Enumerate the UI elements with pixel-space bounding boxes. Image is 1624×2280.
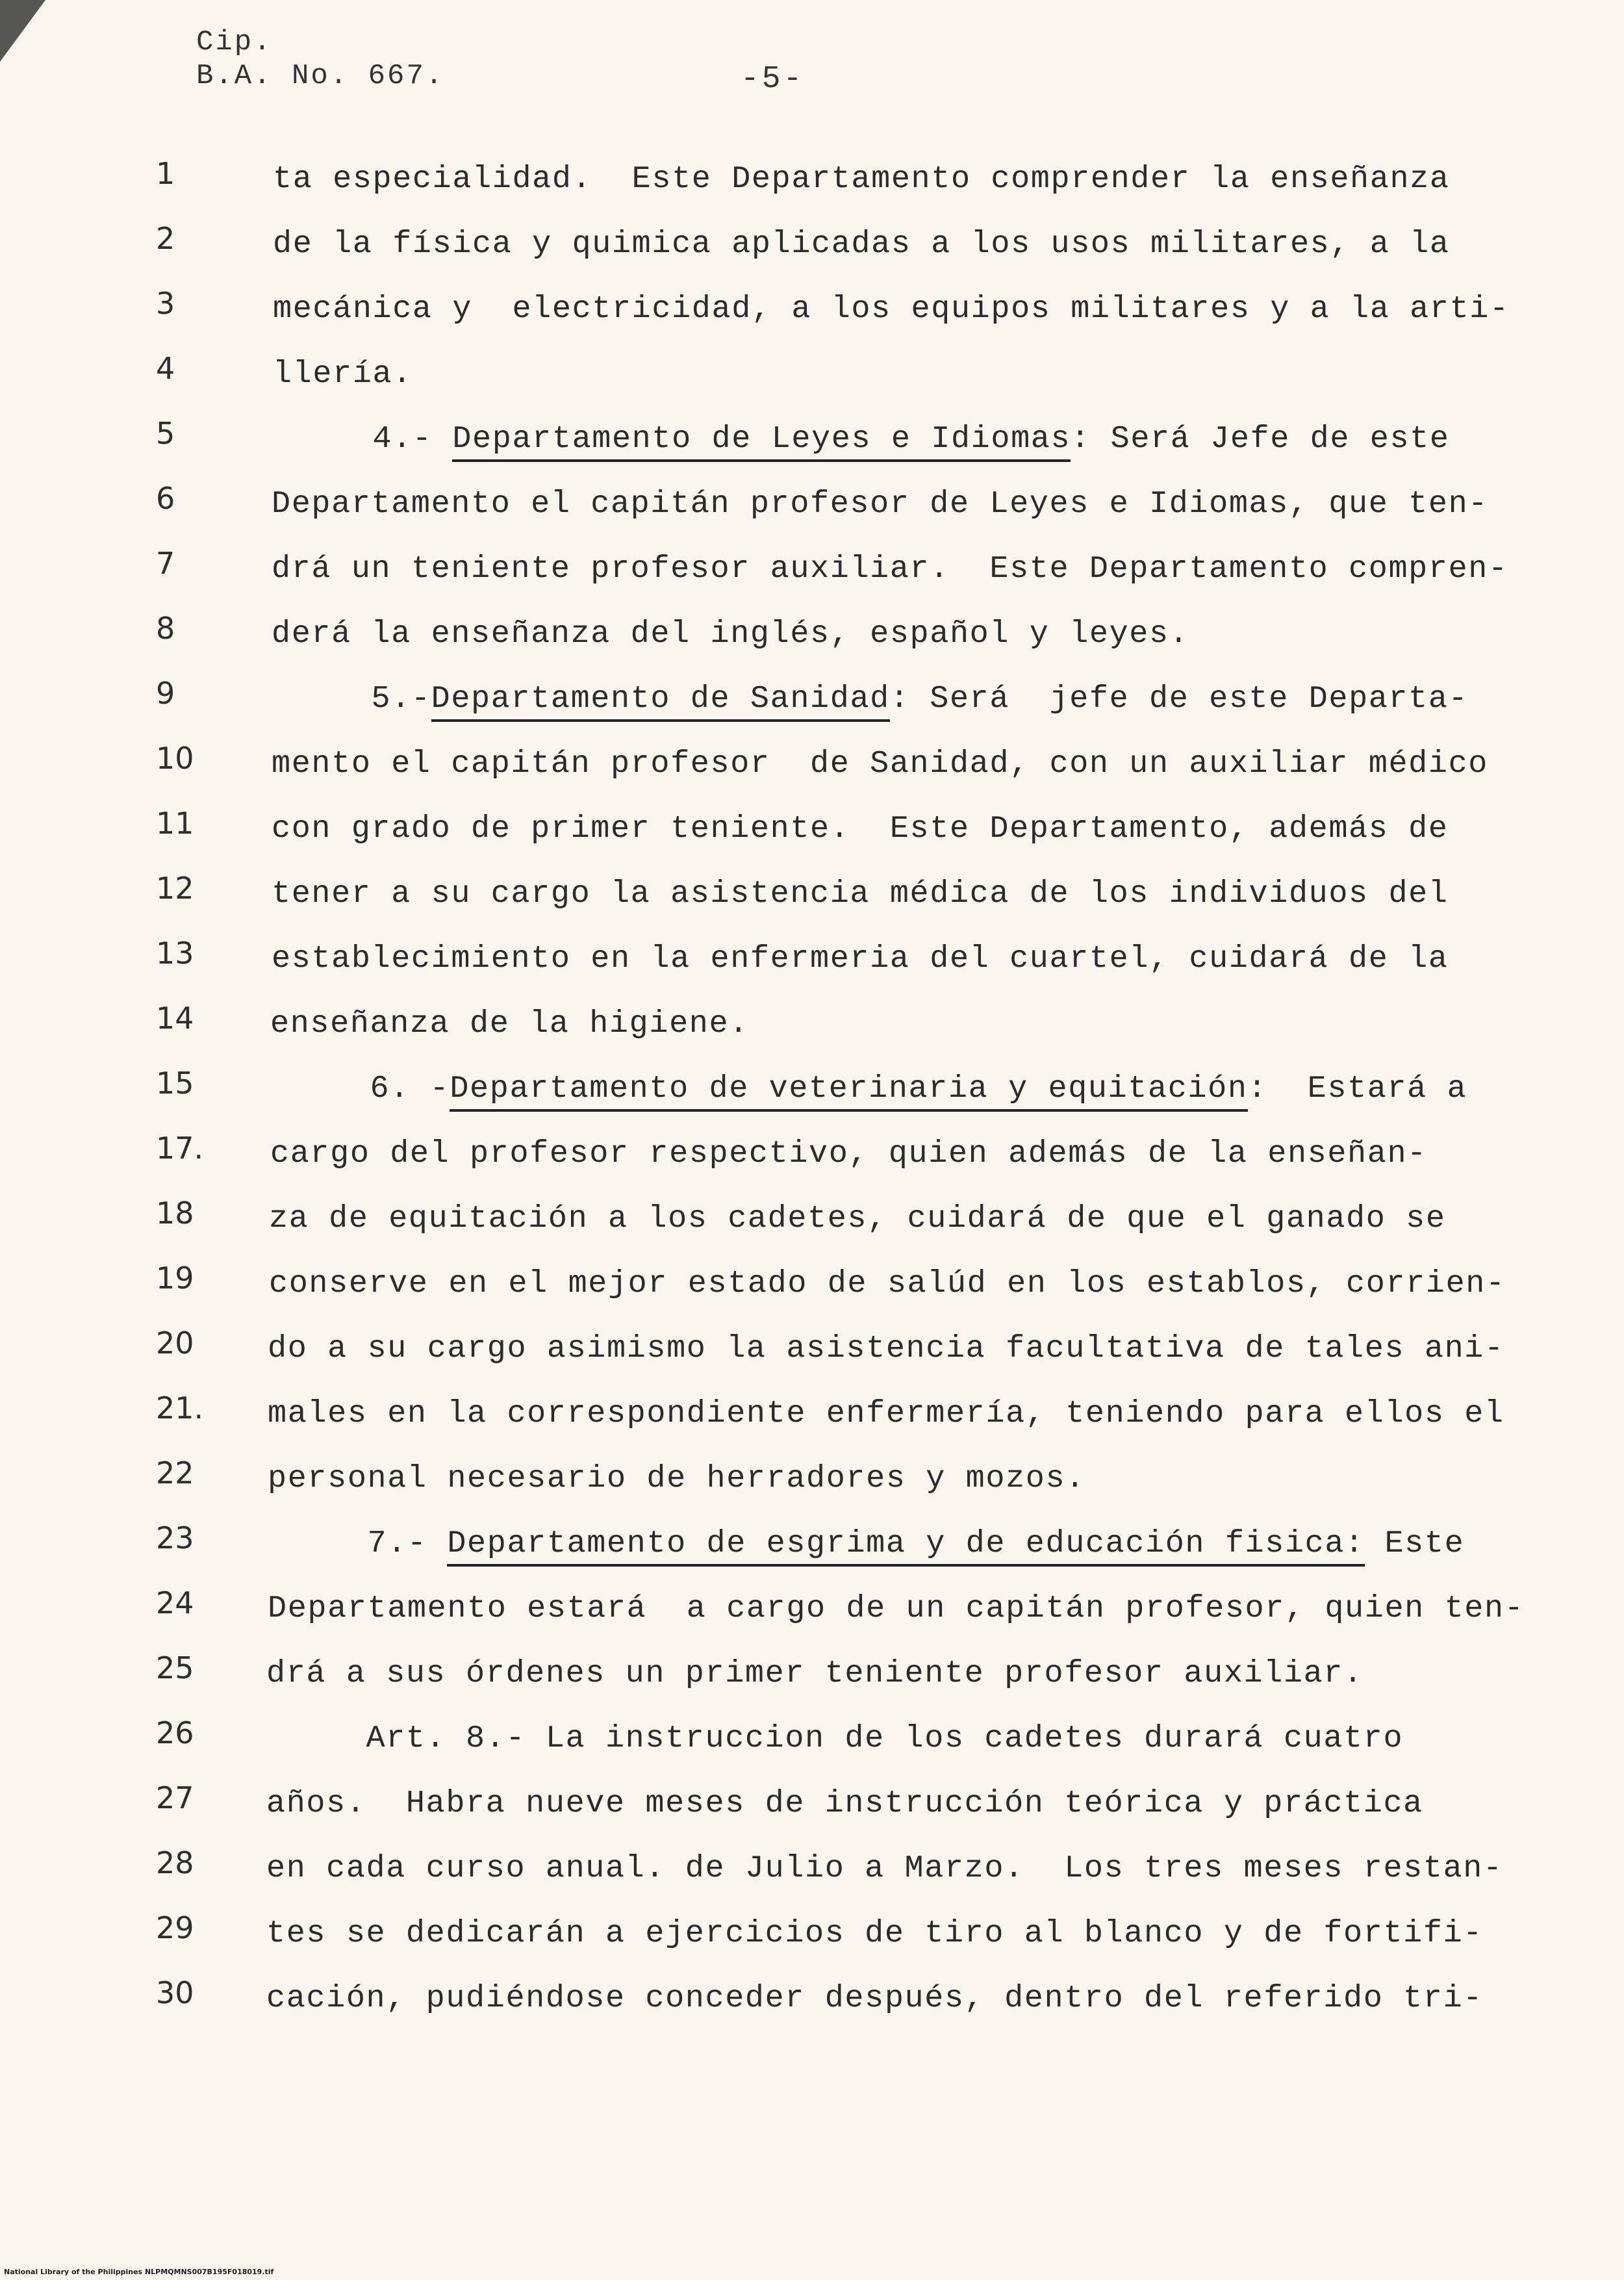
section-number: 7.- [268, 1526, 448, 1561]
line-text: mecánica y electricidad, a los equipos militares y a la arti- [273, 291, 1510, 327]
text-line [0, 156, 1624, 221]
text-line [0, 1975, 1624, 2040]
line-text: mento el capitán profesor de Sanidad, con un auxiliar médico [272, 746, 1488, 782]
line-text: llería. [273, 356, 412, 392]
line-text: drá a sus órdenes un primer teniente profesor auxiliar. [266, 1656, 1364, 1691]
line-text: drá un teniente profesor auxiliar. Este Departamento compren- [272, 551, 1508, 587]
text-line [0, 1066, 1624, 1131]
line-number: 26 [156, 1715, 194, 1750]
text-line [0, 936, 1624, 1001]
line-text: tener a su cargo la asistencia médica de los individuos del [272, 876, 1449, 912]
text-line [0, 1196, 1624, 1261]
line-text: males en la correspondiente enfermería, teniendo para ellos el [268, 1396, 1504, 1431]
line-number: 20 [156, 1326, 194, 1361]
line-number: 14 [156, 1001, 194, 1036]
line-number: 4 [156, 351, 175, 386]
line-number: 25 [156, 1650, 194, 1685]
text-line [0, 1715, 1624, 1780]
line-number: 13 [156, 936, 194, 971]
text-line [0, 1390, 1624, 1455]
text-line [0, 1520, 1624, 1585]
section-heading: Departamento de veterinaria y equitación [450, 1071, 1247, 1112]
text-line [0, 351, 1624, 416]
section-text: Este [1364, 1526, 1465, 1561]
line-text: en cada curso anual. de Julio a Marzo. Los tres meses restan- [266, 1851, 1503, 1886]
section-heading: Departamento de esgrima y de educación fisica: [447, 1526, 1364, 1567]
line-text [268, 1526, 1464, 1561]
line-number: 3 [156, 286, 175, 321]
line-number: 29 [156, 1910, 194, 1945]
line-text: cargo del profesor respectivo, quien además de la enseñan- [270, 1136, 1427, 1172]
line-number: 12 [156, 871, 194, 906]
line-number: 19 [156, 1261, 194, 1296]
line-number: 17. [156, 1131, 204, 1166]
line-number: 7 [156, 546, 175, 581]
line-text: Art. 8.- La instruccion de los cadetes durará cuatro [266, 1721, 1404, 1756]
text-line [0, 871, 1624, 936]
line-text: derá la enseñanza del inglés, español y leyes. [272, 616, 1189, 652]
text-line [0, 286, 1624, 351]
section-heading: Departamento de Sanidad [431, 681, 890, 722]
line-number: 9 [156, 676, 175, 711]
reference-line-1: Cip. [196, 26, 273, 58]
text-line [0, 416, 1624, 481]
line-number: 24 [156, 1585, 194, 1620]
line-number: 1 [156, 156, 175, 191]
line-number: 21. [156, 1390, 204, 1426]
text-line [0, 676, 1624, 741]
text-line [0, 1650, 1624, 1715]
text-line [0, 1780, 1624, 1845]
line-number: 23 [156, 1520, 194, 1556]
line-text: Departamento el capitán profesor de Leyes e Idiomas, que ten- [272, 486, 1488, 522]
section-number: 6. - [270, 1071, 450, 1107]
line-number: 10 [156, 741, 194, 776]
page-number: -5- [741, 62, 805, 97]
text-line [0, 1326, 1624, 1390]
line-text: personal necesario de herradores y mozos. [268, 1461, 1085, 1496]
text-line [0, 481, 1624, 546]
line-text: enseñanza de la higiene. [270, 1006, 749, 1042]
text-line [0, 741, 1624, 806]
text-line [0, 1001, 1624, 1066]
section-text: : Estará a [1247, 1071, 1467, 1107]
text-line [0, 1131, 1624, 1196]
section-number: 4.- [273, 421, 453, 457]
text-line [0, 611, 1624, 676]
section-text: : Será jefe de este Departa- [889, 681, 1469, 717]
section-text: : Será Jefe de este [1071, 421, 1450, 457]
line-number: 6 [156, 481, 175, 516]
line-text [272, 681, 1468, 717]
line-text [270, 1071, 1467, 1107]
section-number: 5.- [272, 681, 431, 717]
line-text: ta especialidad. Este Departamento comprender la enseñanza [273, 161, 1450, 197]
line-text: Departamento estará a cargo de un capitán profesor, quien ten- [268, 1591, 1525, 1626]
line-text [273, 421, 1450, 457]
footer-credit: National Library of the Philippines NLPMQMNS007B195F018019.tif [4, 2268, 274, 2276]
line-text: do a su cargo asimismo la asistencia facultativa de tales ani- [268, 1331, 1504, 1366]
section-heading: Departamento de Leyes e Idiomas [452, 421, 1071, 462]
line-number: 11 [156, 806, 194, 841]
line-text: cación, pudiéndose conceder después, dentro del referido tri- [266, 1980, 1483, 2016]
text-line [0, 1261, 1624, 1326]
text-line [0, 1910, 1624, 1975]
line-text: con grado de primer teniente. Este Departamento, además de [272, 811, 1449, 847]
line-number: 15 [156, 1066, 194, 1101]
line-number: 28 [156, 1845, 194, 1880]
text-line [0, 546, 1624, 611]
line-text: conserve en el mejor estado de salúd en los establos, corrien- [269, 1266, 1506, 1301]
line-text: años. Habra nueve meses de instrucción teórica y práctica [266, 1786, 1423, 1821]
text-line [0, 1845, 1624, 1910]
line-text: de la física y quimica aplicadas a los usos militares, a la [273, 226, 1450, 262]
line-number: 18 [156, 1196, 194, 1231]
line-text: za de equitación a los cadetes, cuidará de que el ganado se [269, 1201, 1446, 1236]
line-number: 30 [156, 1975, 194, 2010]
text-line [0, 1455, 1624, 1520]
line-number: 2 [156, 221, 175, 256]
line-number: 22 [156, 1455, 194, 1491]
line-text: establecimiento en la enfermeria del cuartel, cuidará de la [272, 941, 1449, 977]
line-number: 8 [156, 611, 175, 646]
text-line [0, 1585, 1624, 1650]
reference-line-2: B.A. No. 667. [196, 60, 445, 92]
line-number: 5 [156, 416, 175, 451]
line-number: 27 [156, 1780, 194, 1815]
line-text: tes se dedicarán a ejercicios de tiro al blanco y de fortifi- [266, 1915, 1483, 1951]
text-line [0, 806, 1624, 871]
folded-corner [0, 0, 45, 62]
text-line [0, 221, 1624, 286]
